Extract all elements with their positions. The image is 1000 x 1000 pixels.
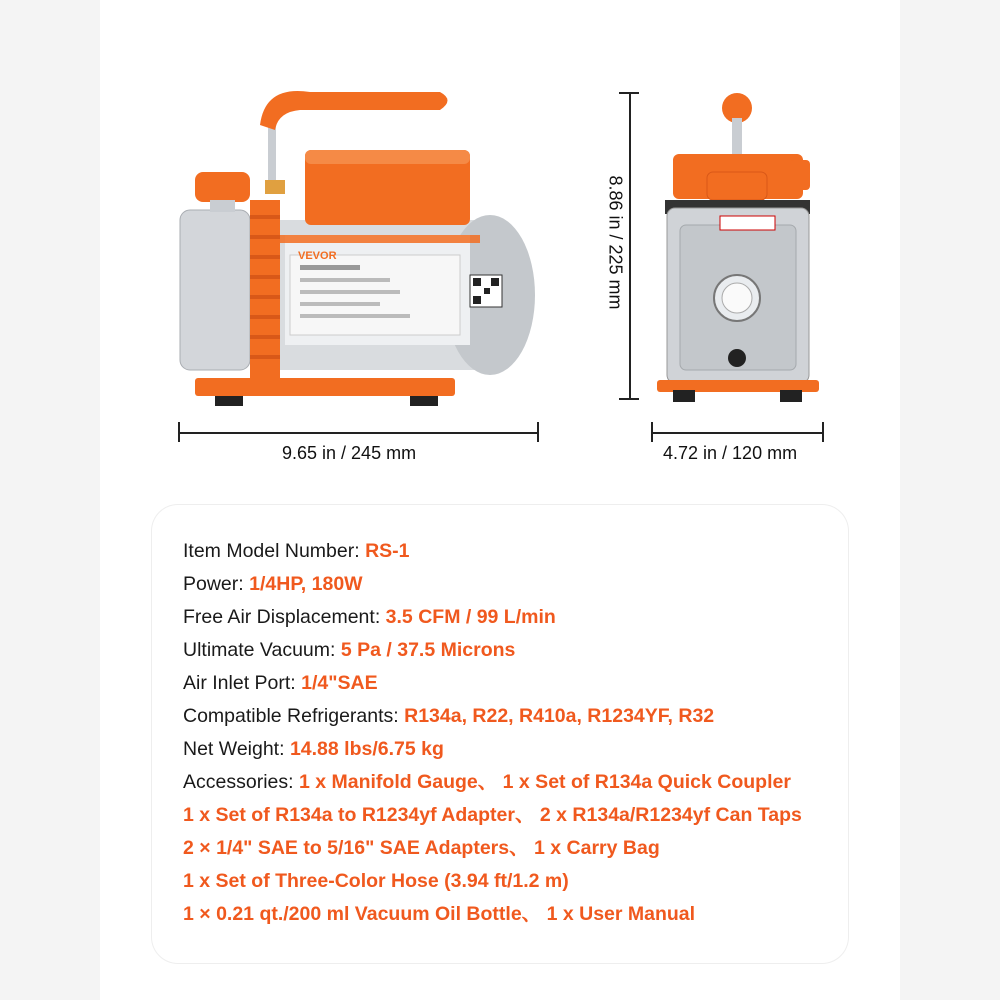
spec-row-power — [183, 572, 363, 596]
height-dimension-line — [629, 92, 631, 399]
spec-row-vacuum — [183, 638, 515, 662]
spec-label: Net Weight: — [183, 738, 285, 760]
height-tick-bottom — [619, 398, 639, 400]
front-width-label: 4.72 in / 120 mm — [663, 443, 798, 463]
pump-front-view — [655, 90, 820, 410]
spec-value: 14.88 lbs/6.75 kg — [289, 738, 444, 760]
spec-row-displacement — [183, 605, 556, 629]
side-width-tick-left — [178, 422, 180, 442]
spec-label: Free Air Displacement: — [183, 606, 381, 628]
side-width-label: 9.65 in / 245 mm — [282, 443, 417, 463]
spec-value: 3.5 CFM / 99 L/min — [385, 606, 556, 628]
spec-value: RS-1 — [365, 540, 410, 562]
vevor-brand-label: VEVOR — [298, 250, 337, 262]
spec-row-inlet — [183, 671, 378, 695]
spec-label: Item Model Number: — [183, 540, 360, 562]
spec-row-accessories — [183, 770, 791, 794]
accessory-line: 1 × 0.21 qt./200 ml Vacuum Oil Bottle、 1 x User Manual — [183, 903, 696, 925]
height-tick-top — [619, 92, 639, 94]
spec-value: 1/4"SAE — [301, 672, 378, 694]
accessory-line: 2 × 1/4" SAE to 5/16" SAE Adapters、 1 x Carry Bag — [183, 837, 660, 859]
accessory-line: 1 x Set of Three-Color Hose (3.94 ft/1.2 m) — [183, 870, 569, 892]
spec-row-model — [183, 539, 410, 563]
spec-value: 1/4HP, 180W — [249, 573, 363, 595]
spec-value: 1 x Manifold Gauge、 1 x Set of R134a Quick Coupler — [298, 771, 791, 793]
front-width-tick-left — [651, 422, 653, 442]
spec-row-weight — [183, 737, 444, 761]
side-width-tick-right — [537, 422, 539, 442]
spec-value: 5 Pa / 37.5 Microns — [340, 639, 516, 661]
height-label: 8.86 in / 225 mm — [605, 175, 626, 310]
spec-label: Power: — [183, 573, 244, 595]
side-width-dimension-line — [178, 432, 538, 434]
spec-row-refrigerants — [183, 704, 714, 728]
front-width-dimension-line — [651, 432, 823, 434]
spec-value: R134a, R22, R410a, R1234YF, R32 — [404, 705, 715, 727]
pump-side-view — [170, 80, 550, 410]
spec-label: Ultimate Vacuum: — [183, 639, 336, 661]
accessory-line: 1 x Set of R134a to R1234yf Adapter、 2 x R134a/R1234yf Can Taps — [183, 804, 802, 826]
spec-label: Compatible Refrigerants: — [183, 705, 399, 727]
front-width-tick-right — [822, 422, 824, 442]
spec-label: Air Inlet Port: — [183, 672, 296, 694]
spec-label: Accessories: — [183, 771, 294, 793]
